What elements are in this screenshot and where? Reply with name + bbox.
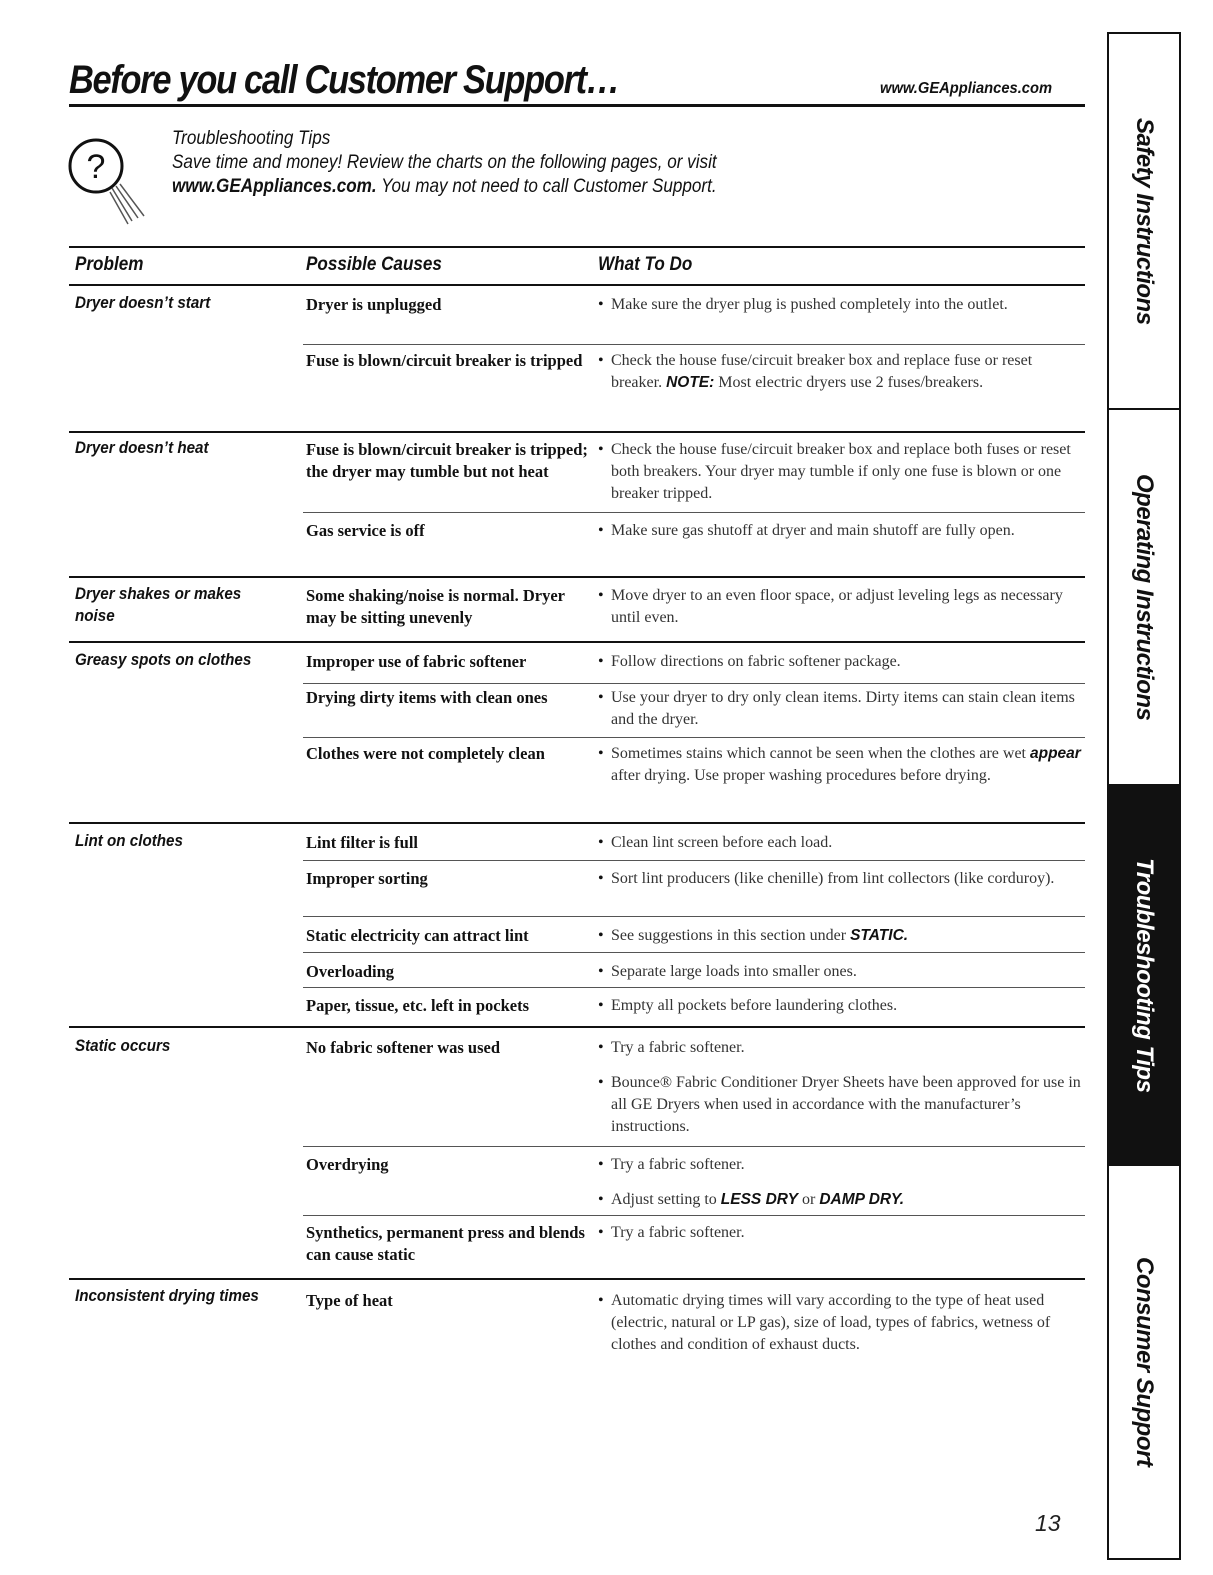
group-divider <box>69 431 1085 433</box>
column-header-causes: Possible Causes <box>306 254 442 275</box>
what-to-do <box>598 350 1084 407</box>
problem-label: Inconsistent drying times <box>75 1287 259 1305</box>
side-tab-consumer-support[interactable] <box>1109 1166 1179 1558</box>
side-tab-troubleshooting-tips[interactable] <box>1109 786 1179 1166</box>
possible-cause: Overdrying <box>306 1155 389 1174</box>
cause-divider <box>303 344 1085 345</box>
cause-divider <box>303 952 1085 953</box>
possible-cause: No fabric softener was used <box>306 1038 501 1057</box>
cause-divider <box>303 1146 1085 1147</box>
group-divider <box>69 641 1085 643</box>
possible-cause: Dryer is unplugged <box>306 295 442 314</box>
tips-line1: Save time and money! Review the charts on the following pages, or visit <box>172 152 717 173</box>
side-tab-label: Consumer Support <box>1131 1257 1158 1467</box>
possible-cause: Fuse is blown/circuit breaker is tripped <box>306 351 583 370</box>
todo-item: • Check the house fuse/circuit breaker box and replace both fuses or reset both breakers. Your dryer may tumble if only one fuse is blown or one breaker tripped. <box>598 439 1084 505</box>
todo-item: • Clean lint screen before each load. <box>598 832 1084 854</box>
column-header-problem: Problem <box>75 254 144 275</box>
what-to-do <box>598 687 1084 744</box>
emphasis-text: DAMP DRY. <box>819 1191 905 1208</box>
what-to-do <box>598 925 1084 960</box>
cause-divider <box>303 1215 1085 1216</box>
todo-item: • Make sure the dryer plug is pushed completely into the outlet. <box>598 294 1084 316</box>
tips-title: Troubleshooting Tips <box>172 128 331 149</box>
what-to-do <box>598 961 1084 996</box>
page-title: Before you call Customer Support… <box>69 58 619 102</box>
possible-cause: Type of heat <box>306 1291 393 1310</box>
what-to-do <box>598 1154 1084 1224</box>
side-tab-label: Troubleshooting Tips <box>1131 857 1158 1093</box>
possible-cause: Static electricity can attract lint <box>306 926 529 945</box>
possible-cause: Synthetics, permanent press and blends can cause static <box>306 1223 585 1264</box>
side-tab-operating-instructions[interactable] <box>1109 410 1179 786</box>
group-divider <box>69 822 1085 824</box>
problem-label: Dryer shakes or makes noise <box>75 585 242 625</box>
what-to-do <box>598 1222 1084 1257</box>
problem-label: Dryer doesn’t heat <box>75 439 209 457</box>
possible-cause: Paper, tissue, etc. left in pockets <box>306 996 530 1015</box>
what-to-do <box>598 868 1084 903</box>
svg-text:?: ? <box>86 148 106 186</box>
todo-item: • Make sure gas shutoff at dryer and main shutoff are fully open. <box>598 520 1084 542</box>
todo-item: • Empty all pockets before laundering clothes. <box>598 995 1084 1017</box>
what-to-do <box>598 520 1084 555</box>
todo-item: • Use your dryer to dry only clean items. Dirty items can stain clean items and the dryer. <box>598 687 1084 731</box>
side-tab-label: Operating Instructions <box>1131 473 1158 721</box>
todo-item: • Try a fabric softener. <box>598 1222 1084 1244</box>
todo-item: • Move dryer to an even floor space, or adjust leveling legs as necessary until even. <box>598 585 1084 629</box>
todo-item: • See suggestions in this section under STATIC. <box>598 925 1084 947</box>
problem-label: Greasy spots on clothes <box>75 651 252 669</box>
what-to-do <box>598 294 1084 329</box>
emphasis-text: LESS DRY <box>720 1191 799 1208</box>
what-to-do <box>598 1037 1084 1151</box>
todo-item: • Check the house fuse/circuit breaker box and replace fuse or reset breaker. NOTE: Most electric dryers use 2 fuses/breakers. <box>598 350 1084 394</box>
cause-divider <box>303 683 1085 684</box>
problem-label: Dryer doesn’t start <box>75 294 211 312</box>
possible-cause: Improper sorting <box>306 869 428 888</box>
tips-line2-rest: You may not need to call Customer Support. <box>376 176 717 197</box>
section-tabs <box>1107 32 1181 1560</box>
what-to-do <box>598 743 1084 800</box>
possible-cause: Drying dirty items with clean ones <box>306 688 548 707</box>
todo-item: • Automatic drying times will vary according to the type of heat used (electric, natural or LP gas), size of load, types of fabrics, wetness of clothes and condition of exhaust ducts. <box>598 1290 1084 1356</box>
todo-item: • Bounce® Fabric Conditioner Dryer Sheets have been approved for use in all GE Dryers when used in accordance with the manufacturer’s instructions. <box>598 1072 1084 1138</box>
cause-divider <box>303 512 1085 513</box>
what-to-do <box>598 585 1084 642</box>
possible-cause: Fuse is blown/circuit breaker is tripped; the dryer may tumble but not heat <box>306 440 588 481</box>
todo-item: • Adjust setting to LESS DRY or DAMP DRY. <box>598 1189 1084 1211</box>
website-link[interactable]: www.GEAppliances.com <box>880 80 1053 97</box>
column-header-todo: What To Do <box>598 254 693 275</box>
emphasis-text: appear <box>1030 745 1081 762</box>
possible-cause: Some shaking/noise is normal. Dryer may be sitting unevenly <box>306 586 565 627</box>
what-to-do <box>598 651 1084 686</box>
group-divider <box>69 1278 1085 1280</box>
todo-item: • Try a fabric softener. <box>598 1154 1084 1176</box>
what-to-do <box>598 995 1084 1030</box>
todo-item: • Sometimes stains which cannot be seen when the clothes are wet appear after drying. Use proper washing procedures before drying. <box>598 743 1084 787</box>
tips-link[interactable]: www.GEAppliances.com. <box>172 176 377 197</box>
possible-cause: Lint filter is full <box>306 833 418 852</box>
what-to-do <box>598 832 1084 867</box>
emphasis-text: STATIC. <box>850 927 909 944</box>
todo-item: • Try a fabric softener. <box>598 1037 1084 1059</box>
todo-item: • Separate large loads into smaller ones. <box>598 961 1084 983</box>
group-divider <box>69 576 1085 578</box>
possible-cause: Improper use of fabric softener <box>306 652 527 671</box>
side-tab-label: Safety Instructions <box>1131 117 1158 325</box>
possible-cause: Overloading <box>306 962 395 981</box>
cause-divider <box>303 987 1085 988</box>
cause-divider <box>303 860 1085 861</box>
possible-cause: Clothes were not completely clean <box>306 744 545 763</box>
problem-label: Lint on clothes <box>75 832 183 850</box>
emphasis-text: NOTE: <box>666 374 715 391</box>
page-number: 13 <box>1035 1510 1061 1536</box>
todo-item: • Follow directions on fabric softener package. <box>598 651 1084 673</box>
todo-item: • Sort lint producers (like chenille) from lint collectors (like corduroy). <box>598 868 1084 890</box>
what-to-do <box>598 439 1084 518</box>
cause-divider <box>303 916 1085 917</box>
group-divider <box>69 1026 1085 1028</box>
cause-divider <box>303 737 1085 738</box>
what-to-do <box>598 1290 1084 1369</box>
possible-cause: Gas service is off <box>306 521 425 540</box>
problem-label: Static occurs <box>75 1037 171 1055</box>
side-tab-safety-instructions[interactable] <box>1109 34 1179 410</box>
